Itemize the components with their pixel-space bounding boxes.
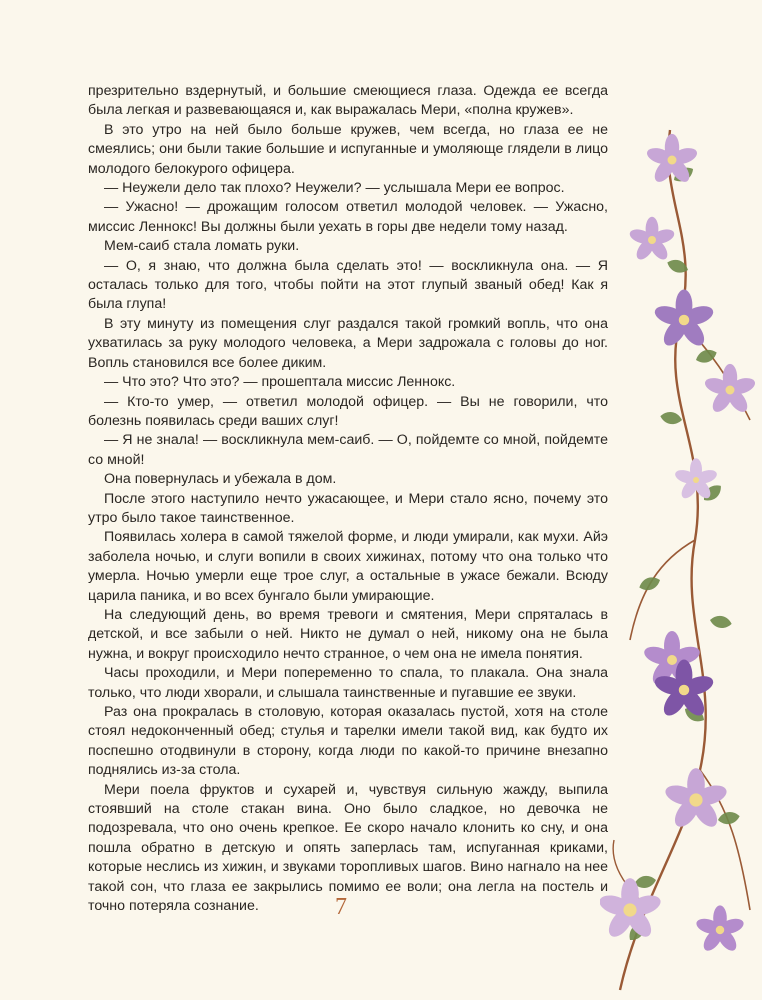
paragraph: — Ужасно! — дрожащим голосом ответил молодой человек. — Ужасно, миссис Леннокс! Вы должны были уехать в горы две недели тому назад.	[88, 199, 608, 235]
paragraph: — Что это? Что это? — прошептала миссис Леннокс.	[104, 374, 456, 391]
paragraph: Появилась холера в самой тяжелой форме, и люди умирали, как мухи. Айэ заболела ночью, и слуги вопили в своих хижинах, потому что она только что умерла. Ночью умерли еще трое слуг, а остальные в ужасе бежали. Всюду царила паника, и во всех бунгало были умирающие.	[88, 529, 608, 604]
paragraph: Она повернулась и убежала в дом.	[104, 471, 337, 488]
paragraph: Раз она прокралась в столовую, которая оказалась пустой, хотя на столе стоял недоконченный обед; стулья и тарелки имели такой вид, как будто их поспешно отодвинули в сторону, когда люди по какой-то причине внезапно поднялись из-за стола.	[88, 704, 608, 779]
paragraph: — Неужели дело так плохо? Неужели? — услышала Мери ее вопрос.	[104, 180, 565, 197]
paragraph: После этого наступило нечто ужасающее, и Мери стало ясно, почему это утро было такое таинственное.	[88, 490, 608, 526]
paragraph: Часы проходили, и Мери попеременно то спала, то плакала. Она знала только, что люди хворали, и слышала таинственные и пугавшие ее звуки.	[88, 665, 608, 701]
body-text	[88, 82, 608, 916]
paragraph: — О, я знаю, что должна была сделать это! — воскликнула она. — Я осталась только для того, чтобы пойти на этот глупый званый обед! Как я была глупа!	[88, 257, 608, 313]
page-number: 7	[335, 894, 347, 920]
paragraph: В это утро на ней было больше кружев, чем всегда, но глаза ее не смеялись; они были такие большие и испуганные и умоляюще глядели в лицо молодого белокурого офицера.	[88, 121, 608, 177]
paragraph: — Кто-то умер, — ответил молодой офицер. — Вы не говорили, что болезнь появилась среди ваших слуг!	[88, 393, 608, 429]
clematis-vine-icon	[600, 120, 762, 1000]
vine-leaves	[625, 164, 740, 944]
paragraph: В эту минуту из помещения слуг раздался такой громкий вопль, что она ухватилась за руку молодого человека, а Мери задрожала с головы до ног. Вопль становился все более диким.	[88, 315, 608, 371]
vine-flowers	[600, 134, 757, 954]
paragraph: Мем-саиб стала ломать руки.	[104, 238, 300, 255]
paragraph: На следующий день, во время тревоги и смятения, Мери спряталась в детской, и все забыли о ней. Никто не думал о ней, никому она не была нужна, и вокруг происходило нечто странное, о чем она не имела понятия.	[88, 606, 608, 662]
paragraph: Мери поела фруктов и сухарей и, чувствуя сильную жажду, выпила стоявший на столе стакан вина. Оно было сладкое, но девочка не подозревала, что оно очень крепкое. Ее скоро начало клонить ко сну, и она пошла обратно в детскую и опять заперлась там, испуганная криками, которые неслись из хижин, и звуками торопливых шагов. Вино нагнало на нее такой сон, что глаза ее закрылись помимо ее воли; она легла на постель и точно потеряла сознание.	[88, 781, 608, 915]
paragraph: — Я не знала! — воскликнула мем-саиб. — О, пойдемте со мной, пойдемте со мной!	[88, 432, 608, 468]
paragraph: презрительно вздернутый, и большие смеющиеся глаза. Одежда ее всегда была легкая и развевающаяся и, как выражалась Мери, «полна кружев».	[88, 83, 608, 119]
